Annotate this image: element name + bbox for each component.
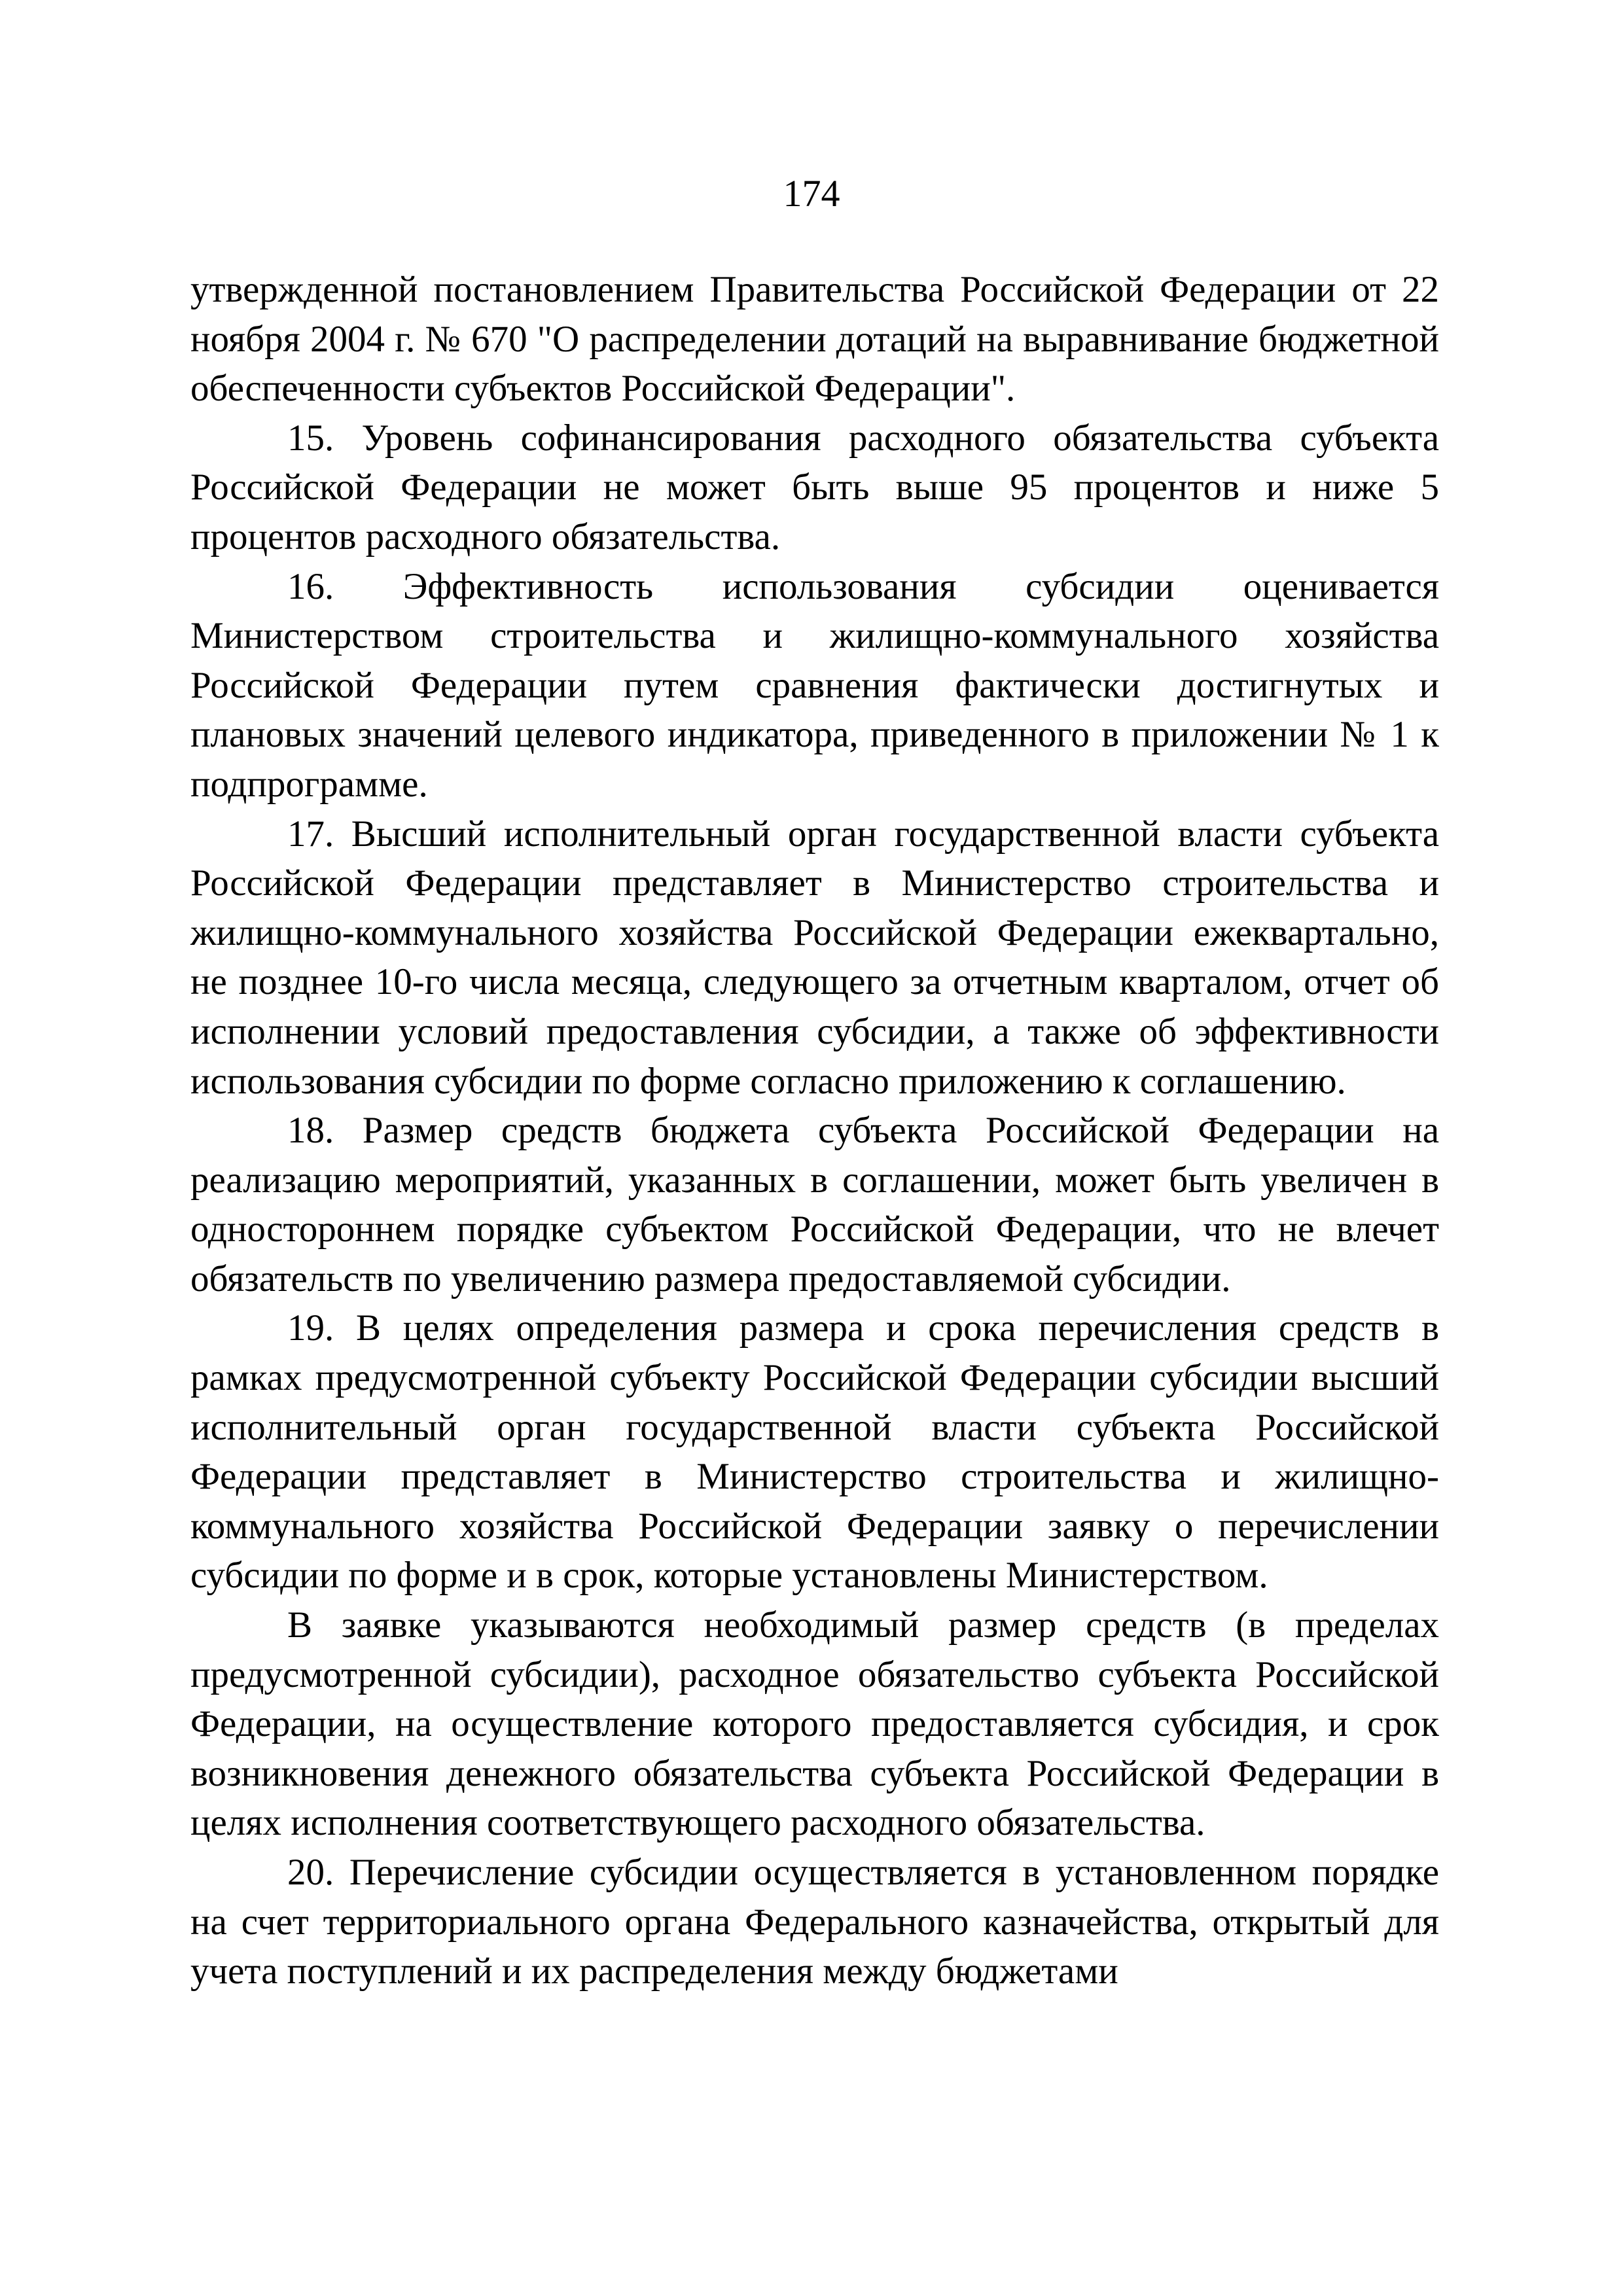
paragraph-20: 20. Перечисление субсидии осуществляется в установленном порядке на счет территориального органа Федерального казначейства, открытый для учета поступлений и их распределения между бюджетами bbox=[190, 1852, 1439, 1992]
paragraph-15: 15. Уровень софинансирования расходного обязательства субъекта Российской Федерации не может быть выше 95 процентов и ниже 5 процентов расходного обязательства. bbox=[190, 417, 1439, 557]
paragraph-continuation: утвержденной постановлением Правительства Российской Федерации от 22 ноября 2004 г. № 670 "О распределении дотаций на выравнивание бюджетной обеспеченности субъектов Российской Федерации". bbox=[190, 269, 1439, 410]
paragraph-19-application: В заявке указываются необходимый размер средств (в пределах предусмотренной субсидии), расходное обязательство субъекта Российской Федерации, на осуществление которого предоставляется субсидия, и срок возникновения денежного обязательства субъекта Российской Федерации в целях исполнения соответствующего расходного обязательства. bbox=[190, 1604, 1439, 1844]
paragraph-16: 16. Эффективность использования субсидии оценивается Министерством строительства и жилищно-коммунального хозяйства Российской Федерации путем сравнения фактически достигнутых и плановых значений целевого индикатора, приведенного в приложении № 1 к подпрограмме. bbox=[190, 565, 1439, 805]
paragraph-19: 19. В целях определения размера и срока перечисления средств в рамках предусмотренной субъекту Российской Федерации субсидии высший исполнительный орган государственной власти субъекта Российской Федерации представляет в Министерство строительства и жилищно-коммунального хозяйства Российской Федерации заявку о перечислении субсидии по форме и в срок, которые установлены Министерством. bbox=[190, 1307, 1439, 1597]
document-body bbox=[190, 265, 1439, 1996]
paragraph-18: 18. Размер средств бюджета субъекта Российской Федерации на реализацию мероприятий, указанных в соглашении, может быть увеличен в одностороннем порядке субъектом Российской Федерации, что не влечет обязательств по увеличению размера предоставляемой субсидии. bbox=[190, 1110, 1439, 1299]
paragraph-17: 17. Высший исполнительный орган государственной власти субъекта Российской Федерации представляет в Министерство строительства и жилищно-коммунального хозяйства Российской Федерации ежеквартально, не позднее 10-го числа месяца, следующего за отчетным кварталом, отчет об исполнении условий предоставления субсидии, а также об эффективности использования субсидии по форме согласно приложению к соглашению. bbox=[190, 813, 1439, 1102]
page-number: 174 bbox=[783, 172, 840, 215]
